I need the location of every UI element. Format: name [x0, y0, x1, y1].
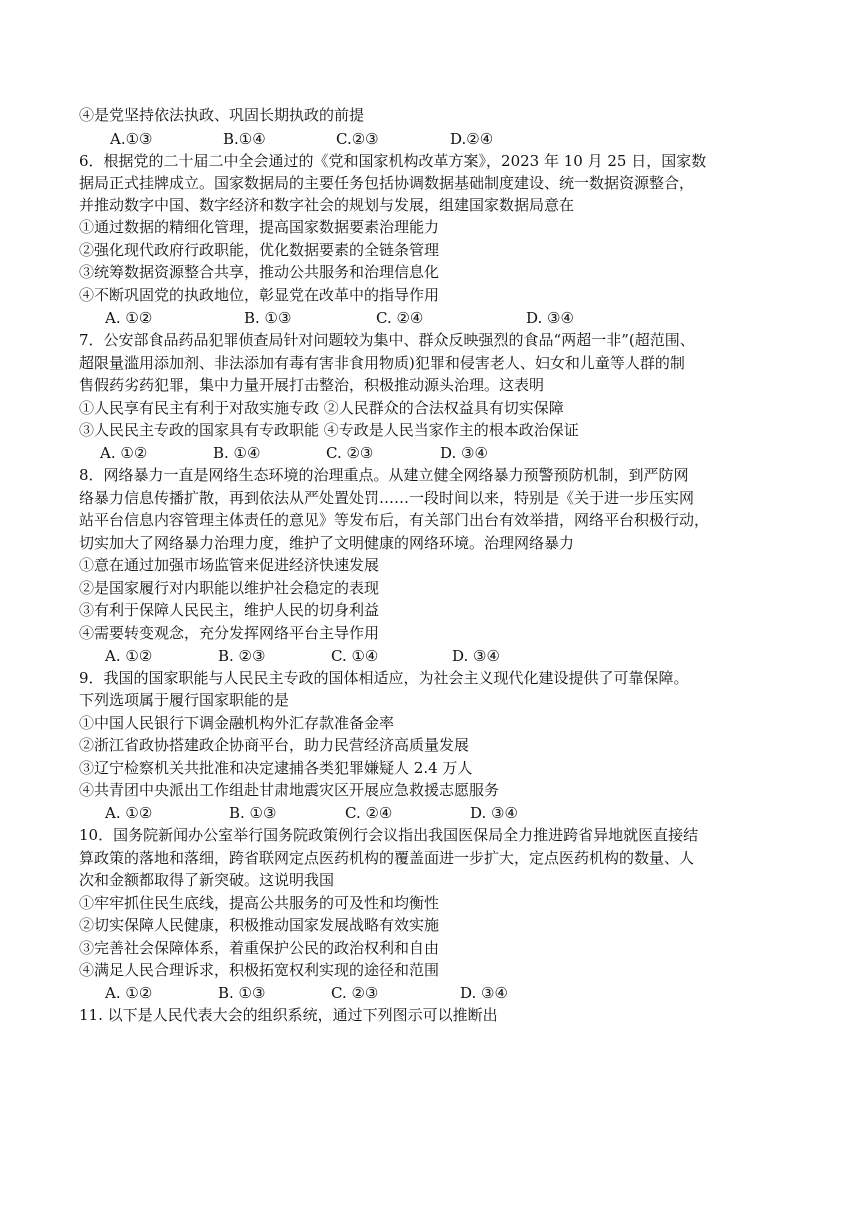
- q10-options: [105, 982, 565, 1004]
- q10-option-d[interactable]: D. ③④: [460, 984, 508, 1002]
- q9-stem-line-1: 9．我国的国家职能与人民民主专政的国体相适应，为社会主义现代化建设提供了可靠保障。: [79, 669, 689, 687]
- q7-option-a[interactable]: A. ①②: [100, 444, 148, 462]
- q6-statement-2: ②强化现代政府行政职能，优化数据要素的全链条管理: [79, 241, 440, 259]
- q7-stem-line-3: 售假药劣药犯罪，集中力量开展打击整治，积极推动源头治理。这表明: [79, 376, 545, 394]
- q9-option-d[interactable]: D. ③④: [470, 804, 518, 822]
- q5-options: [110, 128, 530, 150]
- q7-option-b[interactable]: B. ①④: [213, 444, 261, 462]
- q8-option-a[interactable]: A. ①②: [105, 647, 153, 665]
- q9-statement-2: ②浙江省政协搭建政企协商平台，助力民营经济高质量发展: [79, 736, 470, 754]
- q7-statements-3-4: ③人民民主专政的国家具有专政职能 ④专政是人民当家作主的根本政治保证: [79, 421, 579, 439]
- q9-statement-4: ④共青团中央派出工作组赴甘肃地震灾区开展应急救援志愿服务: [79, 781, 500, 799]
- q5-option-a[interactable]: A.①③: [110, 130, 153, 148]
- q8-stem-line-3: 站平台信息内容管理主体责任的意见》等发布后，有关部门出台有效举措，网络平台积极行动，: [79, 511, 710, 529]
- q7-options: [100, 442, 520, 464]
- q6-stem-line-1: 6．根据党的二十届二中全会通过的《党和国家机构改革方案》，2023 年 10 月 25 日，国家数: [79, 152, 707, 170]
- q9-option-b[interactable]: B. ①③: [229, 804, 277, 822]
- q5-option-c[interactable]: C.②③: [336, 130, 379, 148]
- q9-option-c[interactable]: C. ②④: [345, 804, 393, 822]
- q9-option-a[interactable]: A. ①②: [105, 804, 153, 822]
- q8-option-b[interactable]: B. ②③: [218, 647, 266, 665]
- q8-statement-3: ③有利于保障人民民主，维护人民的切身利益: [79, 601, 380, 619]
- q10-statement-1: ①牢牢抓住民生底线，提高公共服务的可及性和均衡性: [79, 894, 440, 912]
- q7-option-d[interactable]: D. ③④: [440, 444, 488, 462]
- q8-stem-line-2: 络暴力信息传播扩散，再到依法从严处置处罚……一段时间以来，特别是《关于进一步压实网: [79, 489, 695, 507]
- q8-stem-line-4: 切实加大了网络暴力治理力度，维护了文明健康的网络环境。治理网络暴力: [79, 534, 575, 552]
- q10-statement-2: ②切实保障人民健康，积极推动国家发展战略有效实施: [79, 916, 440, 934]
- q7-stem-line-2: 超限量滥用添加剂、非法添加有毒有害非食用物质)犯罪和侵害老人、妇女和儿童等人群的制: [79, 354, 685, 372]
- q9-statement-3: ③辽宁检察机关共批准和决定逮捕各类犯罪嫌疑人 2.4 万人: [79, 759, 473, 777]
- q10-option-a[interactable]: A. ①②: [105, 984, 153, 1002]
- q5-statement-4: ④是党坚持依法执政、巩固长期执政的前提: [79, 106, 365, 124]
- q8-statement-1: ①意在通过加强市场监管来促进经济快速发展: [79, 556, 380, 574]
- q6-option-b[interactable]: B. ①③: [244, 309, 292, 327]
- q6-statement-1: ①通过数据的精细化管理，提高国家数据要素治理能力: [79, 218, 440, 236]
- q8-options: [105, 645, 565, 667]
- q8-statement-2: ②是国家履行对内职能以维护社会稳定的表现: [79, 579, 380, 597]
- q9-options: [105, 802, 565, 824]
- q6-option-c[interactable]: C. ②④: [376, 309, 424, 327]
- q9-stem-line-2: 下列选项属于履行国家职能的是: [79, 691, 290, 709]
- q8-statement-4: ④需要转变观念，充分发挥网络平台主导作用: [79, 624, 380, 642]
- q10-option-b[interactable]: B. ①③: [218, 984, 266, 1002]
- q6-option-d[interactable]: D. ③④: [526, 309, 574, 327]
- q8-option-d[interactable]: D. ③④: [452, 647, 500, 665]
- q10-option-c[interactable]: C. ②③: [331, 984, 379, 1002]
- q6-option-a[interactable]: A. ①②: [105, 309, 153, 327]
- q11-stem-line-1: 11. 以下是人民代表大会的组织系统，通过下列图示可以推断出: [79, 1006, 498, 1024]
- q9-statement-1: ①中国人民银行下调金融机构外汇存款准备金率: [79, 714, 395, 732]
- q10-stem-line-3: 次和金额都取得了新突破。这说明我国: [79, 871, 335, 889]
- q10-stem-line-2: 算政策的落地和落细，跨省联网定点医药机构的覆盖面进一步扩大，定点医药机构的数量、人: [79, 849, 695, 867]
- q7-option-c[interactable]: C. ②③: [326, 444, 374, 462]
- q10-stem-line-1: 10．国务院新闻办公室举行国务院政策例行会议指出我国医保局全力推进跨省异地就医直接结: [79, 826, 699, 844]
- q7-stem-line-1: 7．公安部食品药品犯罪侦查局针对问题较为集中、群众反映强烈的食品“两超一非”(超范围、: [79, 331, 695, 349]
- q7-statements-1-2: ①人民享有民主有利于对敌实施专政 ②人民群众的合法权益具有切实保障: [79, 399, 564, 417]
- q6-statement-3: ③统筹数据资源整合共享，推动公共服务和治理信息化: [79, 263, 440, 281]
- q10-statement-3: ③完善社会保障体系，着重保护公民的政治权利和自由: [79, 939, 440, 957]
- q5-option-d[interactable]: D.②④: [450, 130, 494, 148]
- q10-statement-4: ④满足人民合理诉求，积极拓宽权利实现的途径和范围: [79, 961, 440, 979]
- q8-stem-line-1: 8．网络暴力一直是网络生态环境的治理重点。从建立健全网络暴力预警预防机制，到严防网: [79, 466, 689, 484]
- q8-option-c[interactable]: C. ①④: [331, 647, 379, 665]
- q6-statement-4: ④不断巩固党的执政地位，彰显党在改革中的指导作用: [79, 286, 440, 304]
- q6-stem-line-2: 据局正式挂牌成立。国家数据局的主要任务包括协调数据基础制度建设、统一数据资源整合，: [79, 174, 695, 192]
- q5-option-b[interactable]: B.①④: [223, 130, 266, 148]
- q6-stem-line-3: 并推动数字中国、数字经济和数字社会的规划与发展，组建国家数据局意在: [79, 196, 575, 214]
- q6-options: [105, 307, 605, 329]
